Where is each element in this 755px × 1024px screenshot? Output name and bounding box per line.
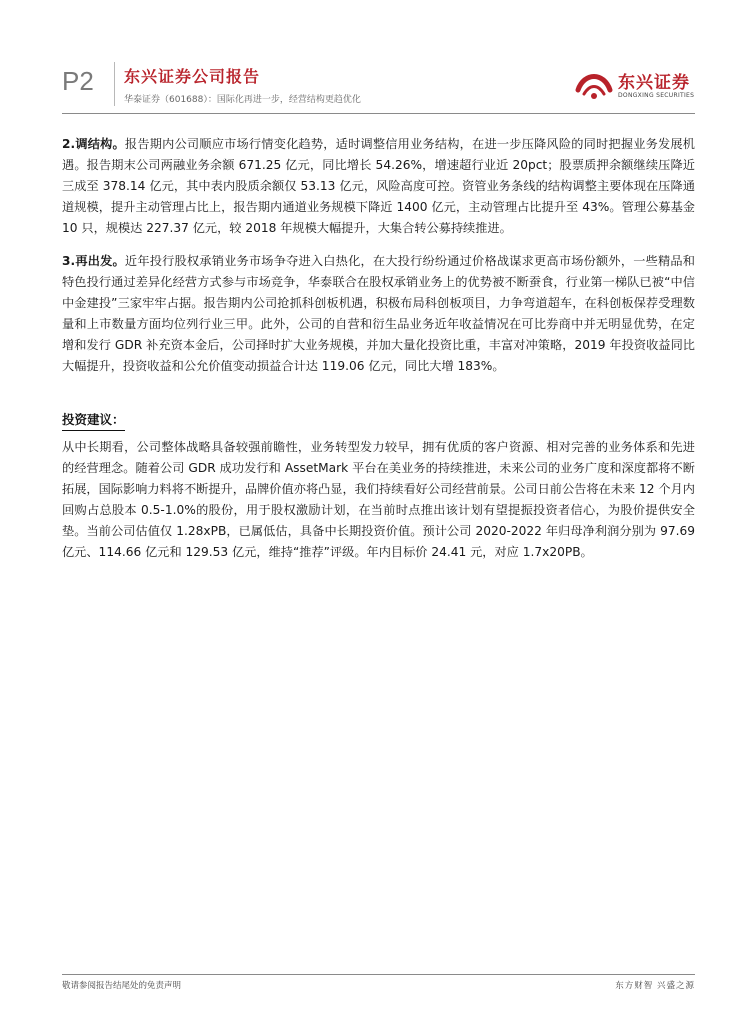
report-title: 东兴证券公司报告 <box>124 67 261 86</box>
page-header <box>0 0 755 120</box>
footer-disclaimer: 敬请参阅报告结尾处的免责声明 <box>62 981 182 991</box>
dongxing-logo-icon <box>574 66 614 102</box>
logo-english-name: DONGXING SECURITIES <box>618 92 695 99</box>
company-logo <box>574 64 704 110</box>
report-body <box>62 134 695 575</box>
report-subtitle: 华泰证券（601688）：国际化再进一步，经营结构更趋优化 <box>124 95 361 105</box>
footer-rule <box>62 974 695 975</box>
paragraph-adjust-structure <box>62 134 695 239</box>
paragraph-lead: 3.再出发。 <box>62 254 125 268</box>
investment-advice-heading: 投资建议： <box>62 411 125 431</box>
page-number: P2 <box>62 66 94 96</box>
paragraph-text: 报告期内公司顺应市场行情变化趋势，适时调整信用业务结构，在进一步压降风险的同时把握业务发展机遇。报告期末公司两融业务余额 671.25 亿元，同比增长 54.26%，增速超行业近 20pct；股票质押余额继续压降近三成至 378.14 亿元，其中表内股质余额仅 53.13 亿元，风险高度可控。资管业务条线的结构调整主要体现在压降通道规模，提升主动管理占比上，报告期内通道业务规模下降近 1400 亿元，主动管理占比提升至 43%。管理公募基金 10 只，规模达 227.37 亿元，较 2018 年规模大幅提升，大集合转公募持续推进。 <box>62 137 695 235</box>
paragraph-lead: 2.调结构。 <box>62 137 125 151</box>
logo-chinese-name: 东兴证券 <box>618 73 690 93</box>
header-rule <box>62 113 695 114</box>
paragraph-restart <box>62 251 695 377</box>
header-divider <box>114 62 115 106</box>
paragraph-text: 近年投行股权承销业务市场争夺进入白热化，在大投行纷纷通过价格战谋求更高市场份额外，一些精品和特色投行通过差异化经营方式参与市场竞争，华泰联合在股权承销业务上的优势被不断蚕食，行业第一梯队已被“中信中金建投”三家牢牢占据。报告期内公司抢抓科创板机遇，积极布局科创板项目，力争弯道超车，在科创板保荐受理数量和上市数量方面均位列行业三甲。此外，公司的自营和衍生品业务近年收益情况在可比券商中并无明显优势，在定增和发行 GDR 补充资本金后，公司择时扩大业务规模，并加大量化投资比重，丰富对冲策略，2019 年投资收益同比大幅提升，投资收益和公允价值变动损益合计达 119.06 亿元，同比大增 183%。 <box>62 254 695 373</box>
footer-slogan: 东方财智 兴盛之源 <box>615 981 695 991</box>
investment-advice-text: 从中长期看，公司整体战略具备较强前瞻性，业务转型发力较早，拥有优质的客户资源、相对完善的业务体系和先进的经营理念。随着公司 GDR 成功发行和 AssetMark 平台在美业务的持续推进，未来公司的业务广度和深度都将不断拓展，国际影响力料将不断提升，品牌价值亦将凸显，我们持续看好公司经营前景。公司日前公告将在未来 12 个月内回购占总股本 0.5-1.0%的股份，用于股权激励计划，在当前时点推出该计划有望提振投资者信心，为股价提供安全垫。当前公司估值仅 1.28xPB，已属低估，具备中长期投资价值。预计公司 2020-2022 年归母净利润分别为 97.69 亿元、114.66 亿元和 129.53 亿元，维持“推荐”评级。年内目标价 24.41 元，对应 1.7x20PB。 <box>62 440 695 559</box>
